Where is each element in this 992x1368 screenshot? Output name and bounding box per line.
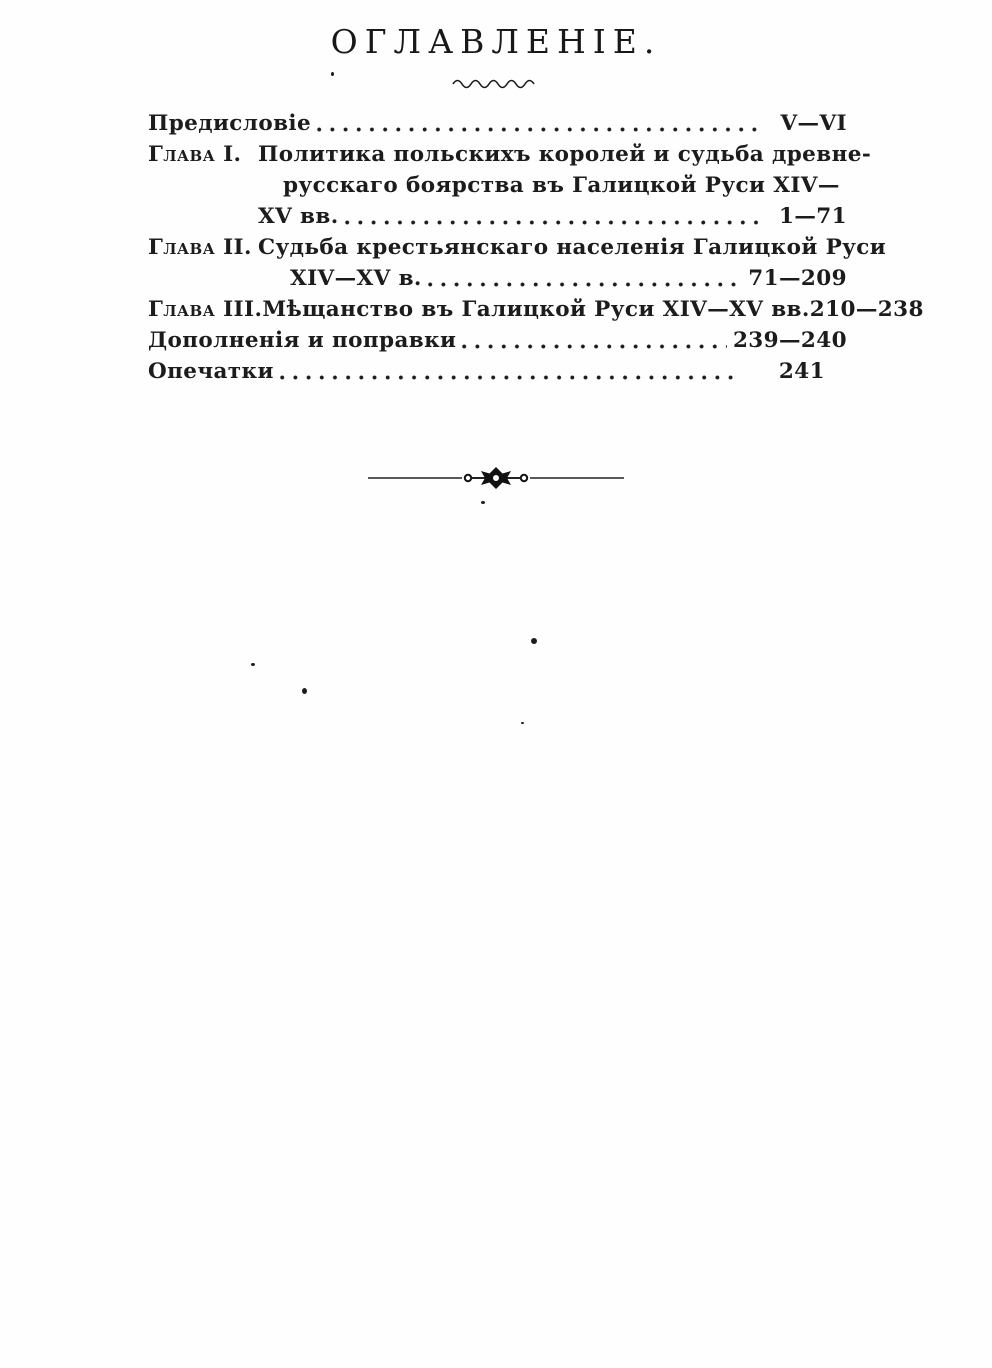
entry-text: Политика польскихъ королей и судьба древне- (258, 142, 872, 167)
toc-entry-chapter2-line2 (148, 263, 847, 294)
entry-text: русскаго боярства въ Галицкой Руси XIV— (283, 173, 840, 198)
chapter-label: Глава III. (148, 297, 263, 322)
entry-text: Судьба крестьянскаго населенія Галицкой Руси (258, 235, 887, 260)
toc-entry-preface (148, 108, 847, 139)
toc-entry-chapter1-line3 (148, 201, 847, 232)
entry-text: XIV—XV в. (290, 266, 422, 291)
toc-entry-chapter1-line1 (148, 139, 872, 170)
wavy-rule-ornament (451, 76, 541, 90)
table-of-contents (148, 108, 924, 387)
page-range: 210—238 (809, 297, 924, 322)
toc-entry-chapter2-line1 (148, 232, 887, 263)
entry-text: Мѣщанство въ Галицкой Руси XIV—XV вв. (262, 297, 810, 322)
entry-text: XV вв. (258, 204, 339, 229)
chapter-label: Глава I. (148, 142, 242, 167)
page-range: 1—71 (779, 204, 847, 229)
entry-text: Предисловіе (148, 111, 312, 136)
page-range: V—VI (780, 111, 847, 136)
dot-leader (341, 201, 765, 232)
page-title: ОГЛАВЛЕНІЕ. (330, 22, 662, 61)
dot-leader (276, 356, 743, 387)
toc-entry-chapter3 (148, 294, 924, 325)
toc-entry-chapter1-line2 (148, 170, 847, 201)
toc-entry-errata (148, 356, 847, 387)
page-range: 71—209 (748, 266, 847, 291)
page-range: 241 (778, 359, 825, 384)
entry-text: Дополненія и поправки (148, 328, 457, 353)
ink-speck (331, 72, 334, 76)
dot-leader (424, 263, 745, 294)
ink-speck (251, 663, 255, 666)
ink-speck (481, 501, 485, 504)
dot-leader (313, 108, 765, 139)
star-rule-ornament (368, 466, 624, 490)
page-range: 239—240 (732, 328, 847, 353)
ink-speck (302, 688, 307, 694)
ink-speck (531, 638, 537, 644)
entry-text: Опечатки (148, 359, 274, 384)
ink-speck (521, 722, 524, 724)
toc-entry-addenda (148, 325, 847, 356)
dot-leader (458, 325, 729, 356)
chapter-label: Глава II. (148, 235, 252, 260)
